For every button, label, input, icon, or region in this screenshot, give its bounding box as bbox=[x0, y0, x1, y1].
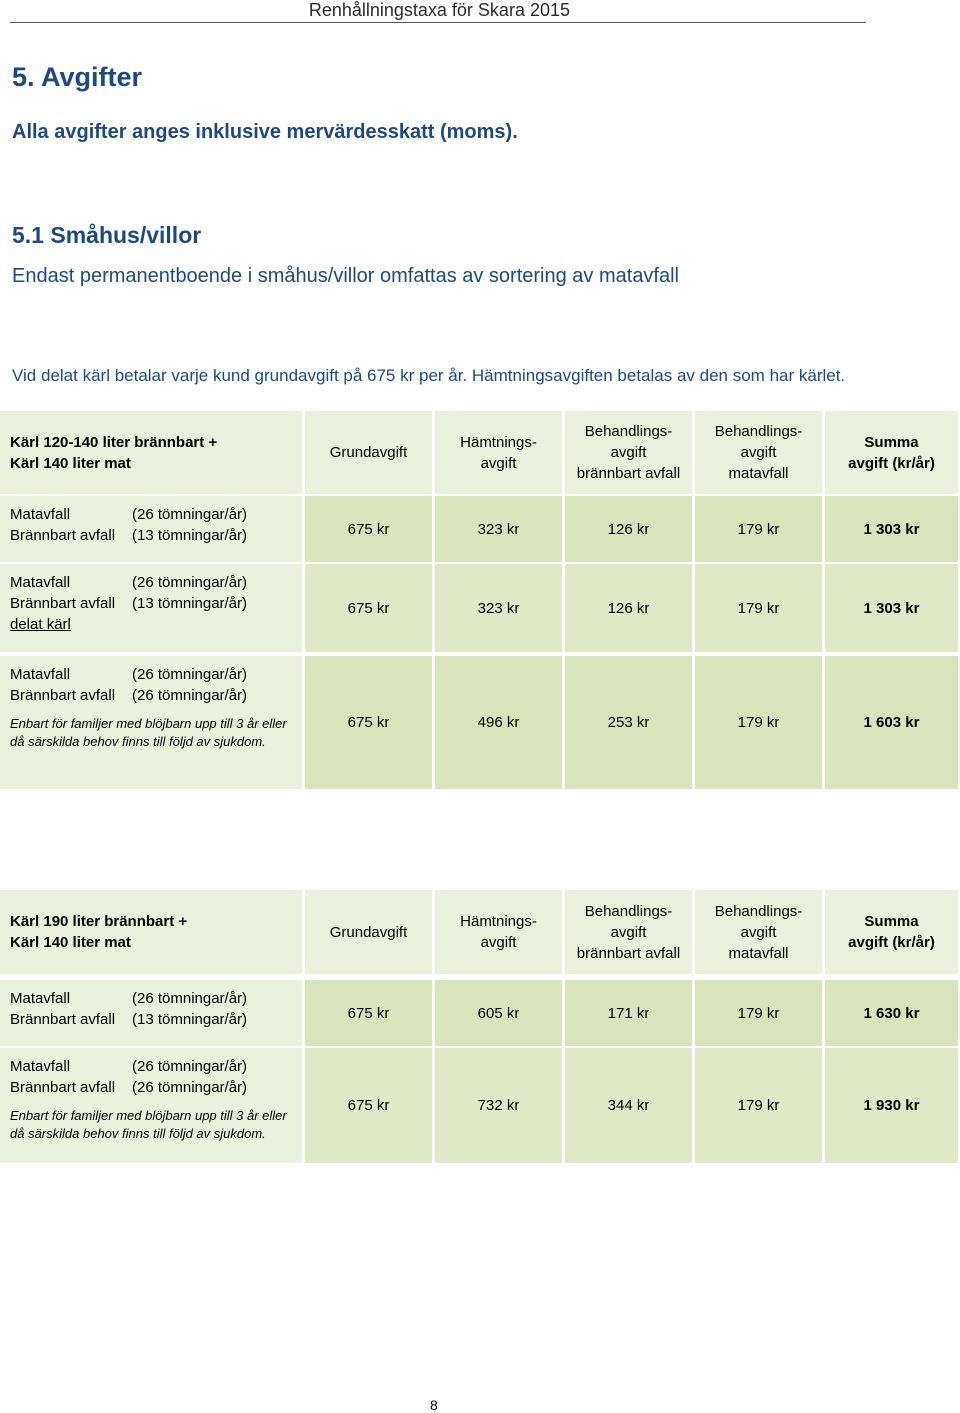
pickup-frequency: (26 tömningar/år) bbox=[132, 1058, 248, 1075]
fee-cell: 179 kr bbox=[695, 496, 825, 562]
fee-cell: 323 kr bbox=[435, 496, 565, 562]
column-header-line: avgift bbox=[480, 454, 517, 472]
column-header bbox=[695, 890, 825, 974]
column-header bbox=[565, 411, 695, 494]
fee-cell: 675 kr bbox=[305, 656, 435, 789]
pickup-frequency: (26 tömningar/år) bbox=[132, 666, 248, 683]
fee-cell: 126 kr bbox=[565, 496, 695, 562]
total-fee-cell: 1 930 kr bbox=[825, 1048, 958, 1163]
row-description-line bbox=[10, 1009, 247, 1030]
column-header-line: matavfall bbox=[728, 465, 789, 482]
column-header-line: Grundavgift bbox=[329, 444, 408, 461]
column-header bbox=[825, 890, 958, 974]
header-divider bbox=[10, 22, 866, 23]
waste-type: Brännbart avfall bbox=[10, 595, 116, 612]
pickup-frequency: (13 tömningar/år) bbox=[132, 595, 248, 612]
fee-cell: 126 kr bbox=[565, 564, 695, 652]
row-description-line bbox=[10, 1077, 247, 1098]
column-header-line: Behandlings- bbox=[584, 902, 673, 920]
waste-type: Brännbart avfall bbox=[10, 527, 116, 544]
row-description bbox=[0, 656, 305, 789]
intro-text: Alla avgifter anges inklusive mervärdesskatt (moms). bbox=[12, 121, 518, 143]
column-header-line: avgift bbox=[480, 934, 517, 951]
pickup-frequency: (26 tömningar/år) bbox=[132, 506, 248, 523]
column-header-line: avgift bbox=[740, 923, 777, 941]
column-header bbox=[825, 411, 958, 494]
table-row bbox=[0, 980, 958, 1046]
table-row bbox=[0, 496, 958, 562]
column-header bbox=[435, 890, 565, 974]
row-description-line bbox=[10, 988, 247, 1009]
table-header-row bbox=[0, 890, 958, 974]
row-description bbox=[0, 1048, 305, 1163]
fee-cell: 179 kr bbox=[695, 564, 825, 652]
subsection-heading: 5.1 Småhus/villor bbox=[12, 222, 202, 248]
column-header-line: brännbart avfall bbox=[576, 944, 681, 962]
row-description-line bbox=[10, 525, 247, 546]
column-header-line: avgift bbox=[610, 923, 647, 941]
column-header-line: Behandlings- bbox=[584, 423, 673, 440]
waste-type: Matavfall bbox=[10, 574, 71, 591]
column-header-line: Hämtnings- bbox=[460, 913, 537, 930]
fee-cell: 344 kr bbox=[565, 1048, 695, 1163]
page-number: 8 bbox=[430, 1397, 438, 1413]
table-header-label-line: Kärl 120-140 liter brännbart + bbox=[10, 433, 218, 451]
column-header-line: avgift bbox=[740, 444, 777, 461]
fee-cell: 605 kr bbox=[435, 980, 565, 1046]
table-header-label-line: Kärl 140 liter mat bbox=[10, 934, 131, 951]
column-header-line: Behandlings- bbox=[714, 423, 803, 440]
table-header-label bbox=[0, 890, 305, 974]
total-fee-cell: 1 630 kr bbox=[825, 980, 958, 1046]
pickup-frequency: (13 tömningar/år) bbox=[132, 1011, 248, 1028]
row-description-line bbox=[10, 593, 247, 614]
column-header-line: avgift (kr/år) bbox=[848, 934, 935, 951]
column-header-line: Summa bbox=[864, 433, 919, 451]
fee-cell: 323 kr bbox=[435, 564, 565, 652]
eligibility-note: Enbart för familjer med blöjbarn upp till 3 år eller då särskilda behov finns till följd av sjukdom. bbox=[10, 716, 287, 749]
fee-cell: 253 kr bbox=[565, 656, 695, 789]
shared-bin-note: Vid delat kärl betalar varje kund grundavgift på 675 kr per år. Hämtningsavgiften betalas av den som har kärlet. bbox=[12, 366, 846, 385]
waste-type: Brännbart avfall bbox=[10, 1079, 116, 1096]
pickup-frequency: (26 tömningar/år) bbox=[132, 1079, 248, 1096]
fee-cell: 179 kr bbox=[695, 1048, 825, 1163]
table-row bbox=[0, 656, 958, 789]
row-description-line bbox=[10, 1056, 247, 1077]
column-header-line: Grundavgift bbox=[329, 923, 408, 941]
shared-bin-label: delat kärl bbox=[10, 616, 71, 633]
row-description-line bbox=[10, 504, 247, 525]
column-header-line: matavfall bbox=[728, 944, 789, 962]
column-header bbox=[695, 411, 825, 494]
waste-type: Matavfall bbox=[10, 1058, 71, 1075]
column-header bbox=[435, 411, 565, 494]
row-description-line bbox=[10, 572, 247, 593]
subsection-subtitle: Endast permanentboende i småhus/villor omfattas av sortering av matavfall bbox=[12, 265, 680, 287]
eligibility-note: Enbart för familjer med blöjbarn upp till 3 år eller då särskilda behov finns till följd av sjukdom. bbox=[10, 1108, 287, 1141]
column-header-line: Hämtnings- bbox=[460, 433, 537, 451]
column-header-line: Behandlings- bbox=[714, 902, 803, 920]
total-fee-cell: 1 603 kr bbox=[825, 656, 958, 789]
column-header-line: avgift (kr/år) bbox=[848, 454, 935, 472]
row-description bbox=[0, 980, 305, 1046]
table-row bbox=[0, 564, 958, 652]
fee-cell: 179 kr bbox=[695, 656, 825, 789]
pickup-frequency: (13 tömningar/år) bbox=[132, 527, 248, 544]
waste-type: Brännbart avfall bbox=[10, 687, 116, 704]
fee-cell: 496 kr bbox=[435, 656, 565, 789]
column-header-line: brännbart avfall bbox=[576, 465, 681, 482]
column-header bbox=[565, 890, 695, 974]
waste-type: Matavfall bbox=[10, 666, 71, 683]
table-row bbox=[0, 1048, 958, 1163]
section-heading: 5. Avgifter bbox=[12, 62, 143, 92]
row-description bbox=[0, 564, 305, 652]
document-header-title: Renhållningstaxa för Skara 2015 bbox=[308, 0, 570, 20]
column-header bbox=[305, 890, 435, 974]
table-header-row bbox=[0, 411, 958, 494]
fee-cell: 179 kr bbox=[695, 980, 825, 1046]
total-fee-cell: 1 303 kr bbox=[825, 496, 958, 562]
pickup-frequency: (26 tömningar/år) bbox=[132, 574, 248, 591]
row-description-line bbox=[10, 664, 247, 685]
table-header-label bbox=[0, 411, 305, 494]
row-description-line bbox=[10, 685, 247, 706]
column-header-line: avgift bbox=[610, 444, 647, 461]
waste-type: Matavfall bbox=[10, 990, 71, 1007]
fee-cell: 675 kr bbox=[305, 564, 435, 652]
fee-cell: 171 kr bbox=[565, 980, 695, 1046]
table-header-label-line: Kärl 190 liter brännbart + bbox=[10, 913, 188, 930]
total-fee-cell: 1 303 kr bbox=[825, 564, 958, 652]
fee-cell: 675 kr bbox=[305, 1048, 435, 1163]
pickup-frequency: (26 tömningar/år) bbox=[132, 687, 248, 704]
column-header-line: Summa bbox=[864, 913, 919, 930]
waste-type: Brännbart avfall bbox=[10, 1011, 116, 1028]
row-description bbox=[0, 496, 305, 562]
column-header bbox=[305, 411, 435, 494]
pickup-frequency: (26 tömningar/år) bbox=[132, 990, 248, 1007]
fee-cell: 675 kr bbox=[305, 980, 435, 1046]
fee-cell: 732 kr bbox=[435, 1048, 565, 1163]
fee-cell: 675 kr bbox=[305, 496, 435, 562]
waste-type: Matavfall bbox=[10, 506, 71, 523]
table-header-label-line: Kärl 140 liter mat bbox=[10, 454, 131, 472]
